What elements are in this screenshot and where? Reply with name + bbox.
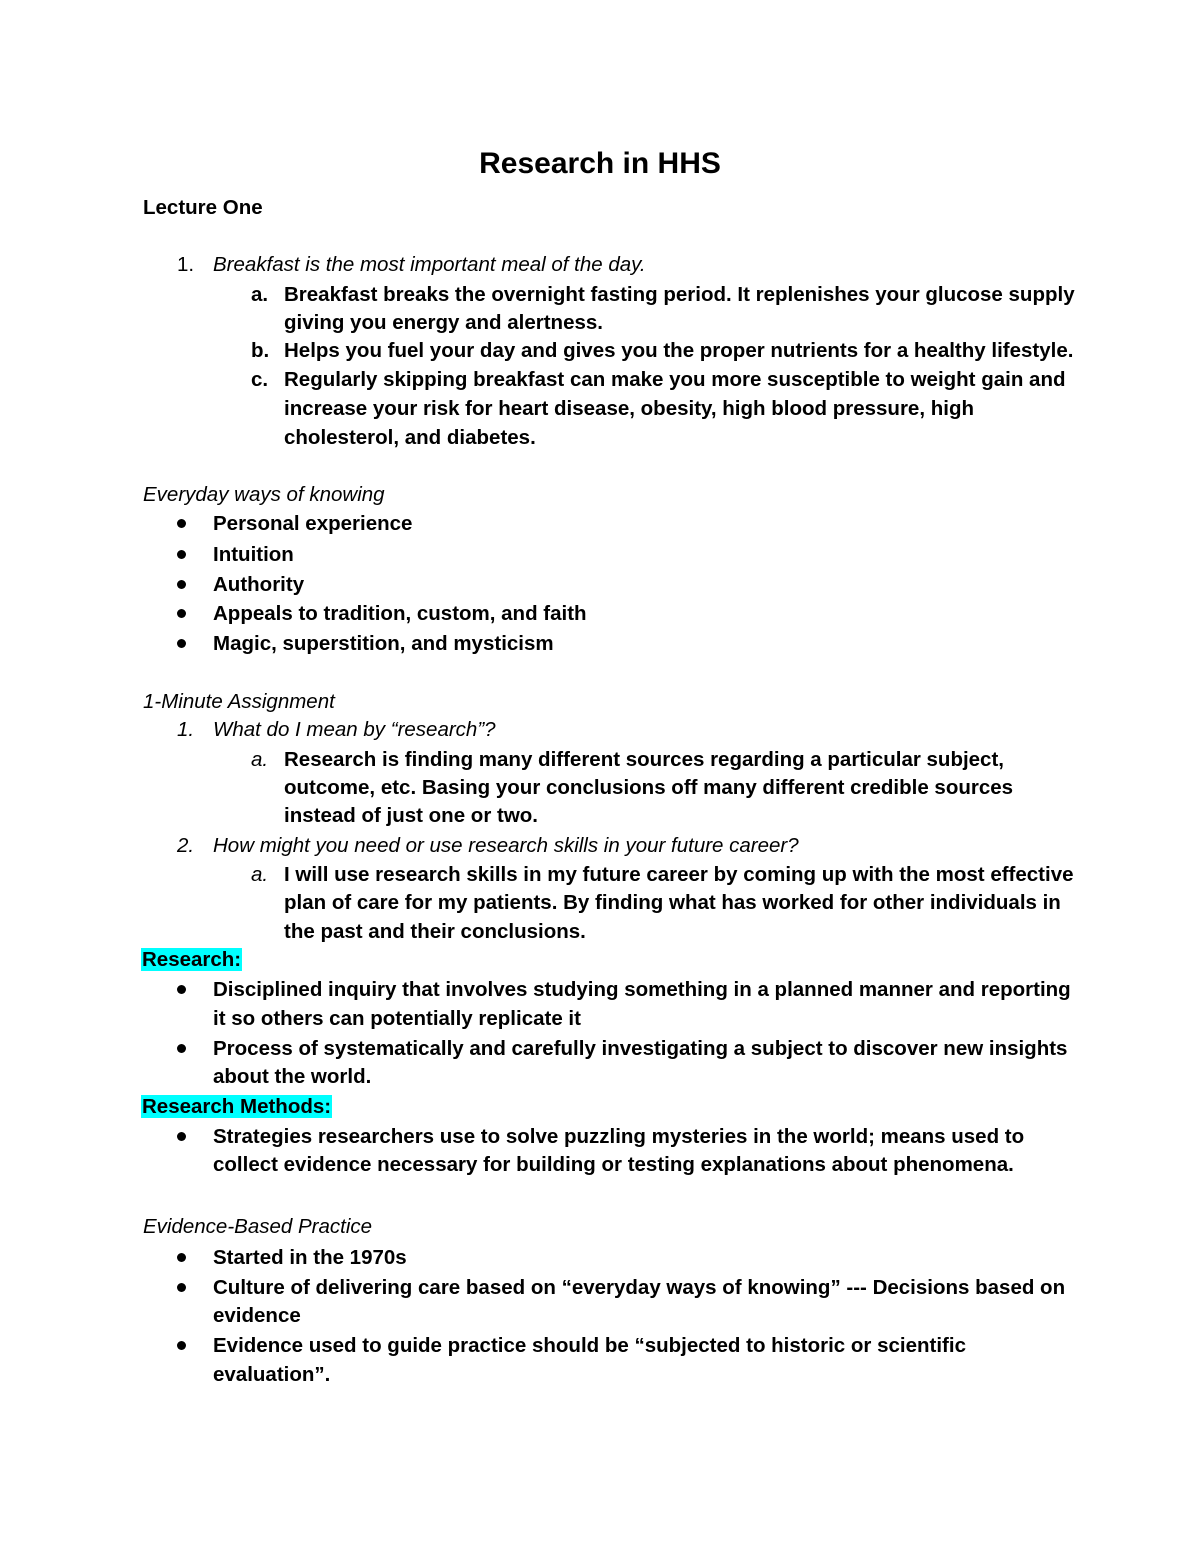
list-item-continuation: about the world.: [213, 1065, 372, 1088]
page-title: Research in HHS: [479, 147, 721, 180]
list-item-continuation: evaluation”.: [213, 1363, 331, 1386]
list-item: Disciplined inquiry that involves studying something in a planned manner and reporting: [213, 978, 1071, 1001]
list-item: Personal experience: [213, 512, 413, 535]
question-text: What do I mean by “research”?: [213, 718, 496, 741]
answer-line: cholesterol, and diabetes.: [284, 426, 536, 449]
bullet-icon: [177, 1253, 186, 1262]
bullet-icon: [177, 985, 186, 994]
term-heading: Research Methods:: [142, 1095, 332, 1118]
answer-line: Breakfast breaks the overnight fasting period. It replenishes your glucose supply: [284, 283, 1075, 306]
question-text: How might you need or use research skills in your future career?: [213, 834, 799, 857]
list-item-continuation: evidence: [213, 1304, 301, 1327]
answer-line: I will use research skills in my future career by coming up with the most effective: [284, 863, 1074, 886]
list-letter: c.: [251, 368, 269, 391]
list-item: Authority: [213, 573, 305, 596]
bullet-icon: [177, 609, 186, 618]
list-item: Process of systematically and carefully investigating a subject to discover new insights: [213, 1037, 1068, 1060]
list-item-continuation: it so others can potentially replicate it: [213, 1007, 581, 1030]
bullet-icon: [177, 1283, 186, 1292]
answer-line: Helps you fuel your day and gives you the proper nutrients for a healthy lifestyle.: [284, 339, 1074, 362]
bullet-icon: [177, 1044, 186, 1053]
answer-line: giving you energy and alertness.: [284, 311, 603, 334]
bullet-icon: [177, 1341, 186, 1350]
answer-line: Research is finding many different sources regarding a particular subject,: [284, 748, 1004, 771]
list-number: 1.: [177, 718, 195, 741]
answer-line: Regularly skipping breakfast can make you more susceptible to weight gain and: [284, 368, 1066, 391]
list-letter: a.: [251, 863, 269, 886]
section-heading: Evidence-Based Practice: [143, 1215, 373, 1238]
section-heading: 1-Minute Assignment: [143, 690, 335, 713]
bullet-icon: [177, 639, 186, 648]
lecture-heading: Lecture One: [143, 196, 263, 219]
list-item: Started in the 1970s: [213, 1246, 407, 1269]
list-item: Intuition: [213, 543, 294, 566]
answer-line: instead of just one or two.: [284, 804, 538, 827]
list-item: Appeals to tradition, custom, and faith: [213, 602, 587, 625]
list-letter: a.: [251, 748, 269, 771]
bullet-icon: [177, 519, 186, 528]
term-heading: Research:: [142, 948, 242, 971]
answer-line: increase your risk for heart disease, obesity, high blood pressure, high: [284, 397, 974, 420]
list-item-continuation: collect evidence necessary for building or testing explanations about phenomena.: [213, 1153, 1014, 1176]
list-number: 1.: [177, 253, 195, 276]
list-item: Magic, superstition, and mysticism: [213, 632, 554, 655]
section-heading: Everyday ways of knowing: [143, 483, 385, 506]
list-item: Evidence used to guide practice should be “subjected to historic or scientific: [213, 1334, 966, 1357]
answer-line: outcome, etc. Basing your conclusions off many different credible sources: [284, 776, 1014, 799]
question-text: Breakfast is the most important meal of the day.: [213, 253, 646, 276]
answer-line: the past and their conclusions.: [284, 920, 586, 943]
list-letter: a.: [251, 283, 269, 306]
list-item: Strategies researchers use to solve puzzling mysteries in the world; means used to: [213, 1125, 1025, 1148]
list-item: Culture of delivering care based on “everyday ways of knowing” --- Decisions based on: [213, 1276, 1066, 1299]
bullet-icon: [177, 1132, 186, 1141]
bullet-icon: [177, 550, 186, 559]
list-letter: b.: [251, 339, 270, 362]
bullet-icon: [177, 580, 186, 589]
list-number: 2.: [177, 834, 195, 857]
answer-line: plan of care for my patients. By finding what has worked for other individuals in: [284, 891, 1061, 914]
